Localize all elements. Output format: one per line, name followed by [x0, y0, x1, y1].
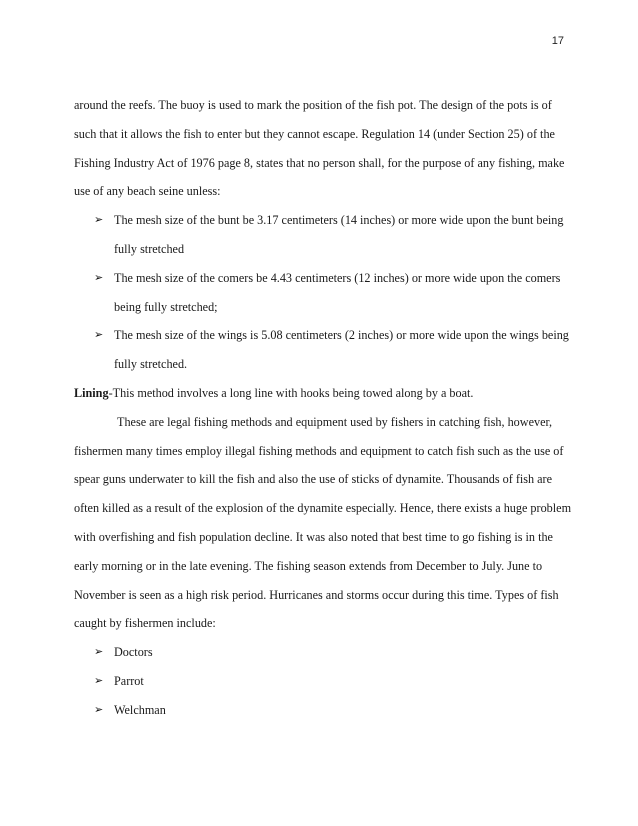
arrow-bullet-icon: ➢ — [94, 271, 104, 284]
lining-term: Lining — [74, 385, 109, 400]
list-item-text: Welchman — [114, 702, 166, 717]
arrow-bullet-icon: ➢ — [94, 214, 104, 227]
page-number: 17 — [551, 35, 564, 47]
seine-rules-list — [74, 206, 574, 379]
list-item — [74, 667, 574, 696]
arrow-bullet-icon: ➢ — [94, 646, 104, 659]
arrow-bullet-icon: ➢ — [94, 703, 104, 716]
document-body — [74, 91, 574, 725]
list-item — [74, 638, 574, 667]
list-item-text: The mesh size of the bunt be 3.17 centimeters (14 inches) or more wide upon the bunt being fully stretched — [114, 213, 564, 256]
list-item — [74, 264, 574, 322]
fish-types-list — [74, 638, 574, 724]
lining-paragraph — [74, 379, 574, 408]
list-item-text: The mesh size of the wings is 5.08 centimeters (2 inches) or more wide upon the wings being fully stretched. — [114, 328, 569, 372]
arrow-bullet-icon: ➢ — [94, 329, 104, 342]
lining-text: -This method involves a long line with hooks being towed along by a boat. — [108, 385, 474, 400]
list-item-text: The mesh size of the comers be 4.43 centimeters (12 inches) or more wide upon the comers being fully stretched; — [114, 270, 561, 314]
list-item-text: Doctors — [114, 645, 153, 660]
list-item — [74, 321, 574, 379]
list-item — [74, 206, 574, 264]
arrow-bullet-icon: ➢ — [94, 674, 104, 687]
list-item-text: Parrot — [114, 673, 144, 688]
list-item — [74, 696, 574, 725]
intro-paragraph: around the reefs. The buoy is used to mark the position of the fish pot. The design of the pots is of such that it allows the fish to enter but they cannot escape. Regulation 14 (under Section 25) of the Fishing Industry Act of 1976 page 8, states that no person shall, for the purpose of any fishing, make use of any beach seine unless: — [74, 98, 565, 199]
methods-paragraph: These are legal fishing methods and equipment used by fishers in catching fish, however, fishermen many times employ illegal fishing methods and equipment to catch fish such as the use of spear guns underwater to kill the fish and also the use of sticks of dynamite. Thousands of fish are often killed as a result of the explosion of the dynamite especially. Hence, there exists a huge problem with overfishing and fish population decline. It was also noted that best time to go fishing is in the early morning or in the late evening. The fishing season extends from December to July. June to November is seen as a high risk period. Hurricanes and storms occur during this time. Types of fish caught by fishermen include: — [74, 414, 572, 631]
